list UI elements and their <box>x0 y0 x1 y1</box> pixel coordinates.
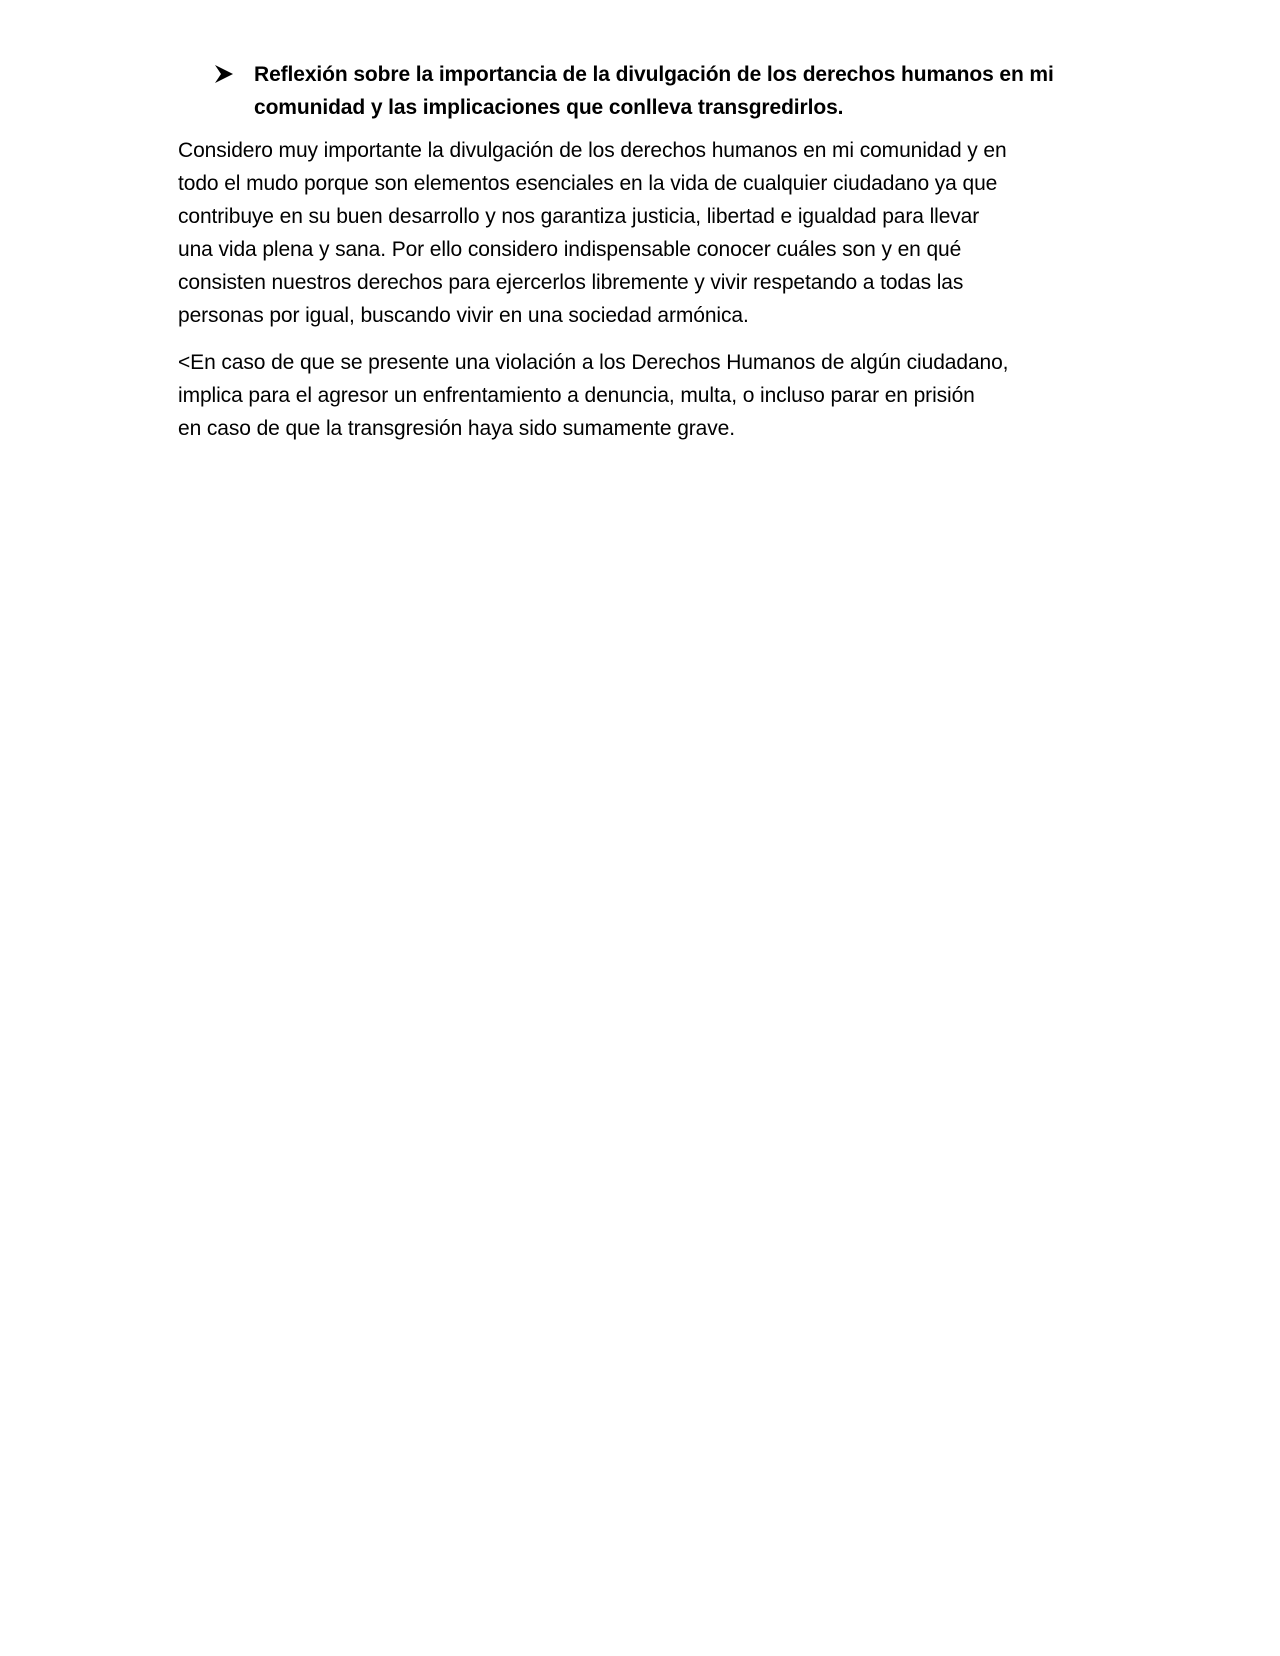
heading-line: comunidad y las implicaciones que conlleva transgredirlos. <box>254 96 844 119</box>
body-paragraph-1 <box>178 134 1098 332</box>
paragraph-line: contribuye en su buen desarrollo y nos garantiza justicia, libertad e igualdad para llevar <box>178 205 980 228</box>
paragraph-line: consisten nuestros derechos para ejercerlos libremente y vivir respetando a todas las <box>178 271 964 294</box>
document-body <box>178 58 1098 459</box>
section-heading <box>254 58 1098 124</box>
paragraph-line: en caso de que la transgresión haya sido sumamente grave. <box>178 417 735 440</box>
arrowhead-bullet-icon <box>214 64 234 84</box>
heading-bullet-item <box>178 58 1098 124</box>
paragraph-line: personas por igual, buscando vivir en una sociedad armónica. <box>178 304 749 327</box>
body-paragraph-2 <box>178 346 1098 445</box>
paragraph-line: todo el mudo porque son elementos esenciales en la vida de cualquier ciudadano ya que <box>178 172 998 195</box>
paragraph-line: una vida plena y sana. Por ello considero indispensable conocer cuáles son y en qué <box>178 238 962 261</box>
paragraph-line: Considero muy importante la divulgación de los derechos humanos en mi comunidad y en <box>178 139 1007 162</box>
paragraph-line: implica para el agresor un enfrentamiento a denuncia, multa, o incluso parar en prisión <box>178 384 975 407</box>
heading-line: Reflexión sobre la importancia de la divulgación de los derechos humanos en mi <box>254 63 1054 86</box>
paragraph-line: <En caso de que se presente una violación a los Derechos Humanos de algún ciudadano, <box>178 351 1009 374</box>
